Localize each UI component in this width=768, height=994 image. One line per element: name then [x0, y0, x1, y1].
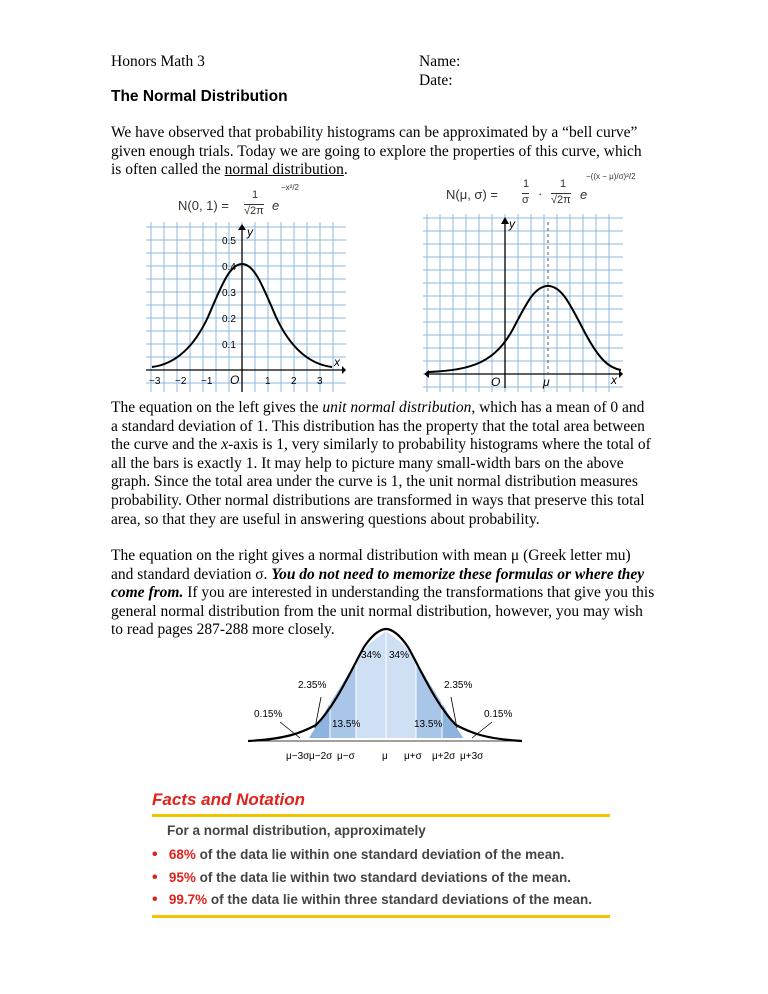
x-axis-label: x: [334, 355, 340, 369]
y-tick-0.2: 0.2: [222, 314, 236, 325]
label-34-left: 34%: [361, 650, 382, 661]
origin-label: O: [230, 373, 240, 387]
date-label: Date:: [419, 72, 453, 89]
fact-95: • 95% of the data lie within two standard deviations of the mean.: [152, 869, 571, 886]
x-tick-neg3: −3: [149, 376, 161, 387]
y-tick-0.3: 0.3: [222, 288, 236, 299]
name-label: Name:: [419, 53, 461, 70]
page-title: The Normal Distribution: [111, 88, 288, 105]
general-normal-formula: N(μ, σ) = 1 σ · 1 √2π e −((x − μ)/σ)²/2: [446, 172, 636, 206]
normal-distribution-term: normal distribution: [224, 161, 344, 179]
axis-mu-plus-sigma: μ+σ: [404, 751, 422, 762]
axis-mu-plus-2sigma: μ+2σ: [432, 751, 456, 762]
x-axis-label: x: [611, 373, 617, 387]
facts-and-notation-box: [152, 790, 612, 920]
label-235-left: 2.35%: [298, 680, 327, 691]
general-normal-graph: [423, 214, 623, 392]
course-name: Honors Math 3: [111, 53, 205, 70]
intro-paragraph: We have observed that probability histograms can be approximated by a “bell curve” given enough trials. Today we are going to explore the properties of this curve, which is often called the normal distribution.: [111, 124, 642, 179]
x-tick-3: 3: [317, 376, 323, 387]
unit-normal-paragraph: The equation on the left gives the unit normal distribution, which has a mean of 0 and a standard deviation of 1. This distribution has the property that the total area between the curve and the x-axis is 1, very similarly to probability histograms where the total of all the bars is exactly 1. It may help to picture many small-width bars on the above graph. Since the total area under the curve is 1, the unit normal distribution measures probability. Other normal distributions are transformed in ways that preserve this total area, so that they are useful in answering questions about probability.: [111, 399, 651, 528]
facts-title: Facts and Notation: [152, 790, 306, 809]
label-34-right: 34%: [389, 650, 410, 661]
y-axis-label: y: [509, 217, 515, 231]
x-tick-2: 2: [291, 376, 297, 387]
y-tick-0.4: 0.4: [222, 262, 236, 273]
label-015-right: 0.15%: [484, 709, 513, 720]
y-tick-0.1: 0.1: [222, 340, 236, 351]
y-axis-label: y: [247, 225, 253, 239]
x-tick-neg1: −1: [201, 376, 213, 387]
general-normal-paragraph: The equation on the right gives a normal distribution with mean μ (Greek letter mu) and standard deviation σ. You do not need to memorize these formulas or where they come from. If you are interested in understanding the transformations that give you this general normal distribution from the unit normal distribution, however, you may wish to read pages 287-288 more closely.: [111, 547, 655, 639]
facts-top-rule: [152, 814, 610, 817]
facts-bottom-rule: [152, 915, 610, 918]
axis-mu-minus-3sigma: μ−3σ: [286, 751, 310, 762]
fact-68: • 68% of the data lie within one standard deviation of the mean.: [152, 846, 565, 863]
unit-normal-formula: N(0, 1) = 1 √2π e −x²/2: [178, 183, 300, 217]
x-tick-1: 1: [265, 376, 271, 387]
label-135-left: 13.5%: [332, 719, 361, 730]
y-tick-0.5: 0.5: [222, 236, 236, 247]
label-235-right: 2.35%: [444, 680, 473, 691]
axis-mu: μ: [382, 751, 388, 762]
label-135-right: 13.5%: [414, 719, 443, 730]
facts-intro: For a normal distribution, approximately: [167, 823, 426, 838]
origin-label: O: [491, 375, 501, 389]
unit-normal-graph: [146, 222, 346, 392]
x-tick-neg2: −2: [175, 376, 187, 387]
label-015-left: 0.15%: [254, 709, 283, 720]
axis-mu-plus-3sigma: μ+3σ: [460, 751, 484, 762]
mu-label: μ: [543, 375, 550, 389]
axis-mu-minus-sigma: μ−σ: [337, 751, 355, 762]
axis-mu-minus-2sigma: μ−2σ: [309, 751, 333, 762]
empirical-rule-diagram: [246, 625, 524, 770]
fact-99-7: • 99.7% of the data lie within three standard deviations of the mean.: [152, 891, 592, 908]
